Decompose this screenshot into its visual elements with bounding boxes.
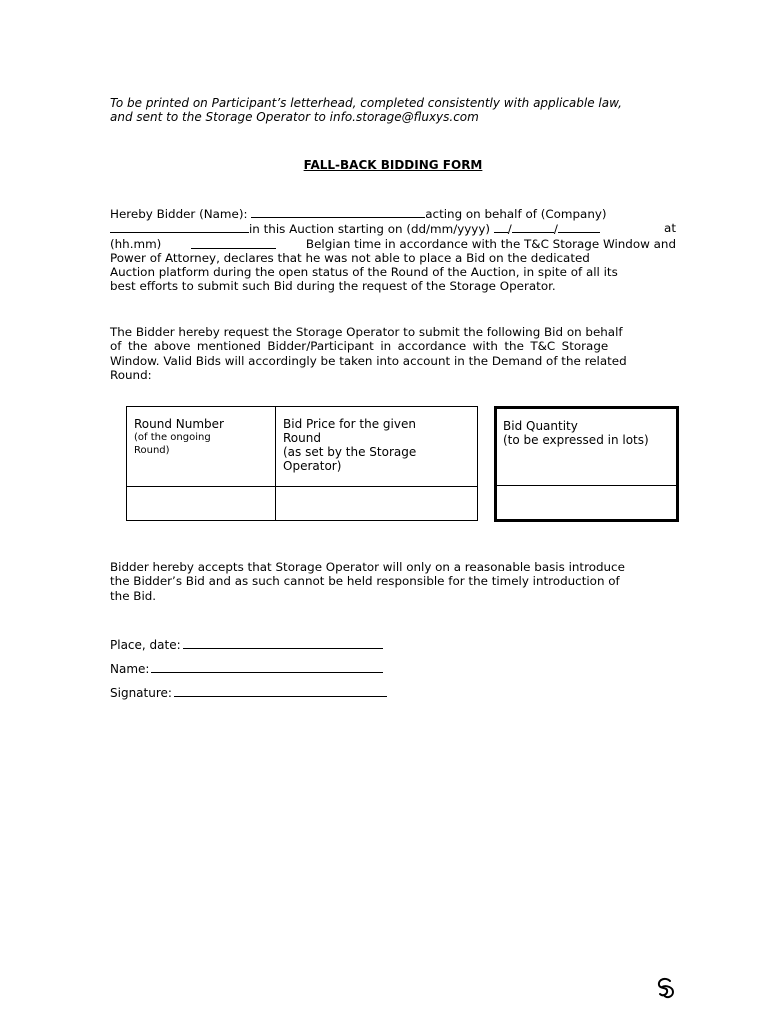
acceptance-line-3: the Bid.	[110, 588, 157, 603]
declaration-line-5: Auction platform during the open status of the Round of the Auction, in spite of all its	[110, 265, 618, 280]
intro-line-1: To be printed on Participant’s letterhead, completed consistently with applicable law,	[110, 96, 622, 110]
bid-price-header	[276, 407, 478, 487]
name-label: Name:	[110, 662, 150, 676]
date-separator: /	[507, 222, 512, 237]
date-year-blank[interactable]	[558, 221, 600, 233]
auction-date-label: in this Auction starting on (dd/mm/yyyy)	[249, 222, 494, 237]
bid-price-input-cell[interactable]	[276, 487, 478, 521]
round-number-subtitle: (of the ongoing	[134, 432, 211, 443]
round-number-header	[127, 407, 276, 487]
declaration-line-6: best efforts to submit such Bid during the request of the Storage Operator.	[110, 279, 556, 294]
request-line-2: of the above mentioned Bidder/Participant in accordance with the T&C Storage	[110, 339, 609, 354]
declaration-line-2	[110, 221, 676, 236]
company-blank[interactable]	[110, 221, 249, 233]
time-label: (hh.mm)	[110, 236, 162, 251]
acceptance-line-1: Bidder hereby accepts that Storage Operator will only on a reasonable basis introduce	[110, 560, 625, 574]
date-separator: /	[553, 222, 558, 237]
date-day-blank[interactable]	[494, 221, 508, 233]
intro-line-2: and sent to the Storage Operator to info.storage@fluxys.com	[110, 110, 479, 124]
request-paragraph	[110, 325, 676, 382]
bid-table	[126, 406, 478, 521]
time-blank[interactable]	[191, 237, 276, 249]
acceptance-line-2: the Bidder’s Bid and as such cannot be held responsible for the timely introduction of	[110, 574, 620, 589]
name-field	[110, 660, 383, 676]
bid-price-title: Round	[283, 431, 321, 445]
place-date-label: Place, date:	[110, 638, 181, 652]
place-date-field	[110, 636, 383, 652]
bid-quantity-note: (to be expressed in lots)	[503, 433, 649, 447]
at-label: at	[664, 221, 676, 236]
intro-instructions	[110, 96, 676, 124]
round-number-title: Round Number	[134, 417, 224, 431]
bidder-name-blank[interactable]	[251, 206, 425, 218]
acceptance-paragraph	[110, 560, 676, 603]
place-date-blank[interactable]	[183, 636, 383, 649]
bid-price-note: (as set by the Storage	[283, 445, 417, 459]
name-blank[interactable]	[151, 660, 383, 673]
bid-price-title: Bid Price for the given	[283, 417, 416, 431]
signature-field	[110, 684, 387, 700]
bid-quantity-box	[494, 406, 679, 522]
round-number-input-cell[interactable]	[127, 487, 276, 521]
belgian-time-text: Belgian time in accordance with the T&C Storage Window and	[305, 236, 676, 251]
bid-quantity-title: Bid Quantity	[503, 419, 578, 433]
company-label: acting on behalf of (Company)	[425, 207, 607, 221]
bid-quantity-header	[497, 409, 676, 486]
bidder-name-label: Hereby Bidder (Name):	[110, 207, 252, 221]
request-line-4: Round:	[110, 367, 152, 382]
signature-label: Signature:	[110, 686, 172, 700]
request-line-1: The Bidder hereby request the Storage Operator to submit the following Bid on behalf	[110, 325, 623, 339]
date-month-blank[interactable]	[512, 221, 554, 233]
declaration-paragraph	[110, 206, 676, 294]
bid-price-note: Operator)	[283, 459, 342, 473]
bid-quantity-input-cell[interactable]	[497, 486, 676, 520]
declaration-line-1	[110, 206, 676, 221]
form-title: FALL-BACK BIDDING FORM	[303, 158, 483, 172]
round-number-subtitle: Round)	[134, 445, 170, 456]
fluxys-logo-icon	[654, 976, 678, 1000]
declaration-line-3	[110, 237, 676, 251]
request-line-3: Window. Valid Bids will accordingly be taken into account in the Demand of the related	[110, 353, 627, 368]
declaration-line-4: Power of Attorney, declares that he was not able to place a Bid on the dedicated	[110, 250, 590, 265]
signature-blank[interactable]	[174, 684, 387, 697]
